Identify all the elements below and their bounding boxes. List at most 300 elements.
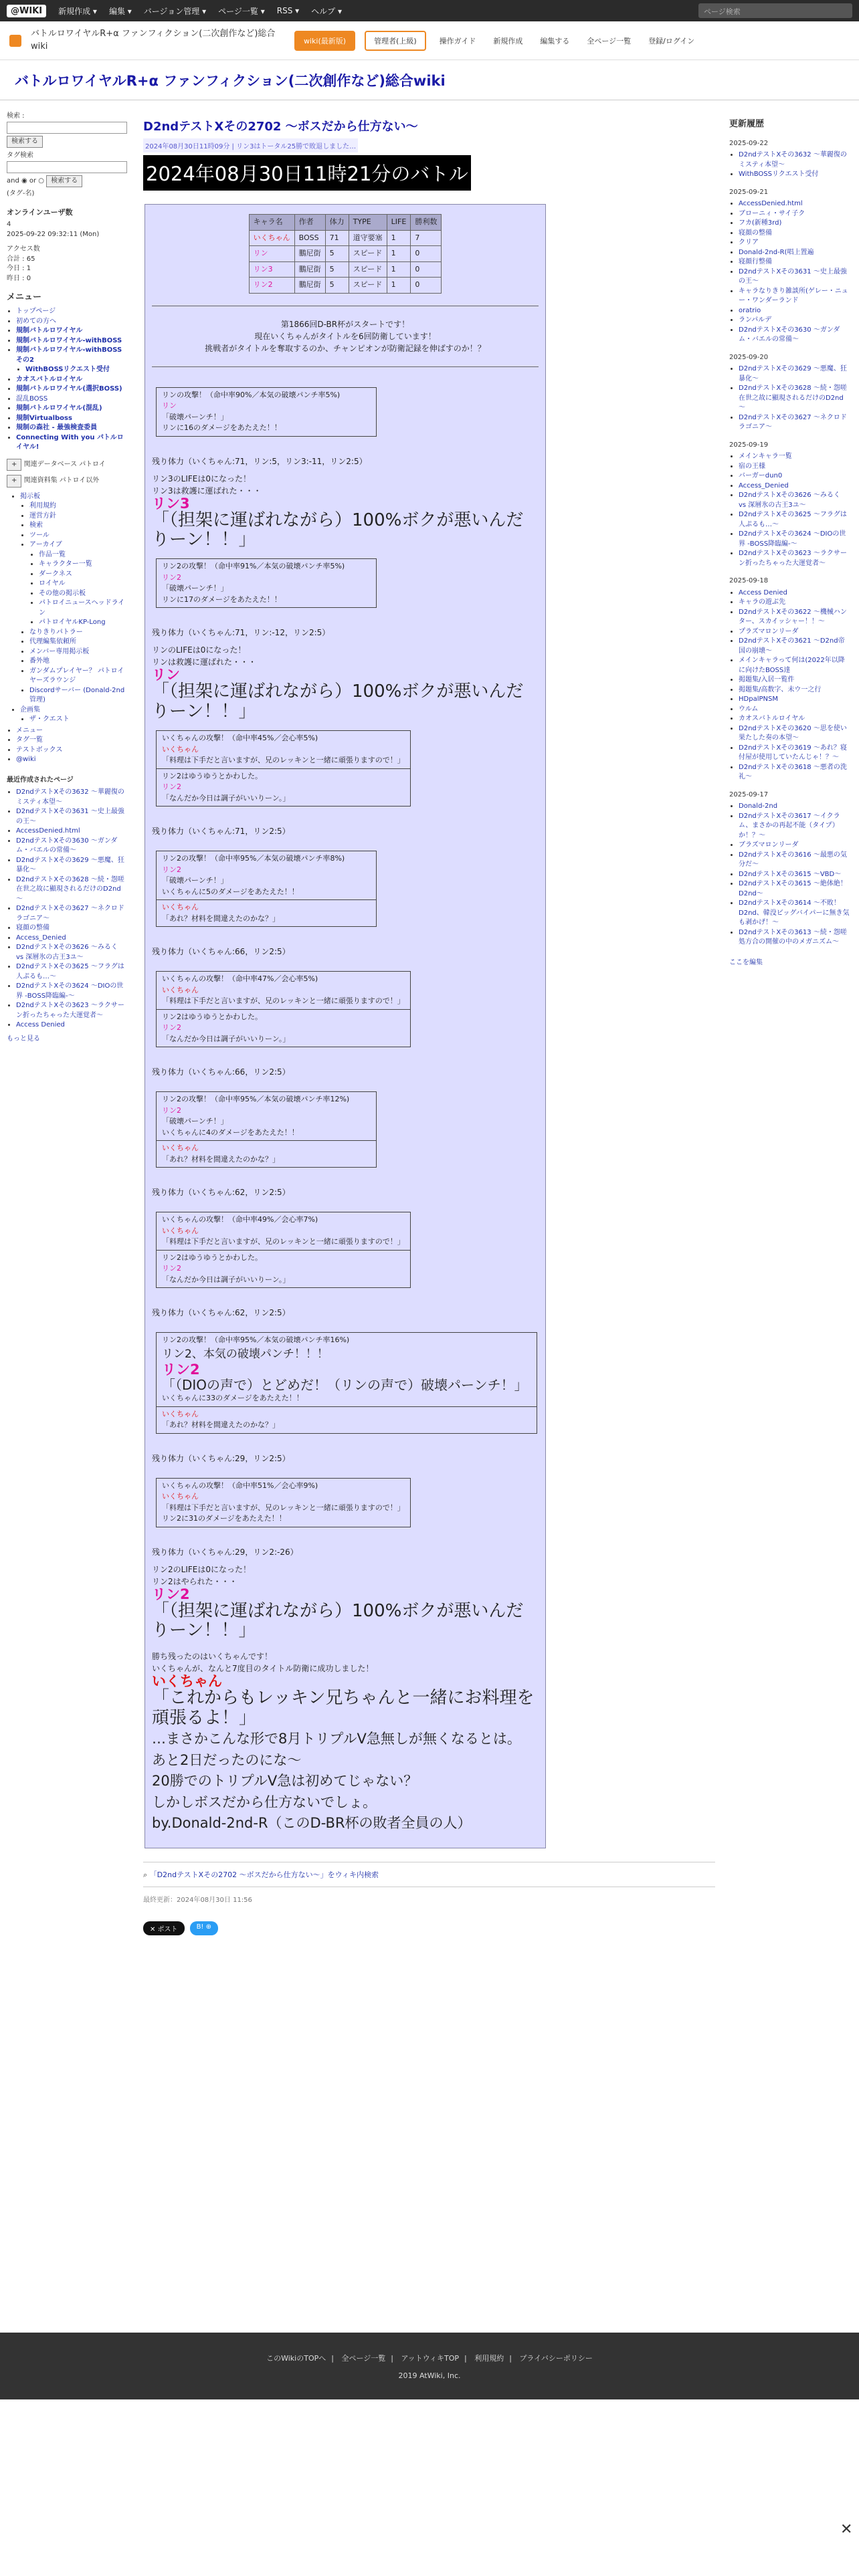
history-item[interactable]: D2ndテストXその3630 ～ガンダム・バエルの常備～ (739, 326, 840, 344)
winner-line: いくちゃんが、なんと7度目のタイトル防衛に成功しました！ (152, 1664, 374, 1674)
footer-link[interactable]: 利用規約 (474, 2354, 504, 2363)
speaker: リン2 (162, 1362, 200, 1378)
winner-line: 勝ち残ったのはいくちゃんです！ (152, 1652, 273, 1662)
left-sidebar (0, 110, 134, 1044)
attack-box (156, 1478, 411, 1527)
history-item[interactable]: D2ndテストXその3620 ～思を使い果たした奏の本望～ (739, 724, 847, 742)
recent-item[interactable]: AccessDenied.html (16, 827, 80, 835)
social-buttons (143, 1921, 715, 1935)
hatena-bookmark-button[interactable]: B! ⊕ (190, 1921, 218, 1935)
battle-header: 2024年08月30日11時21分のバトル (143, 155, 471, 191)
damage: いくちゃんに5のダメージをあたえた！！ (162, 887, 299, 896)
menu-pages[interactable]: ページ一覧 ▾ (218, 6, 265, 16)
history-item[interactable]: ウルム (739, 705, 759, 713)
footer-link[interactable]: このWikiのTOPへ (266, 2354, 326, 2363)
sub-item[interactable]: メンバー専用掲示板 (29, 647, 90, 655)
history-item[interactable]: AccessDenied.html (739, 200, 803, 208)
quote: 「破壊パーンチ！」 (162, 412, 228, 421)
intro-line: 挑戦者がタイトルを奪取するのか、チャンピオンが防衛記録を伸ばすのか！？ (205, 343, 486, 353)
history-item[interactable]: Donald-2nd (739, 802, 778, 811)
attack-box (156, 1332, 537, 1434)
and-or-radio[interactable]: and ◉ or ○ (7, 177, 45, 185)
table-header: キャラ名 (249, 215, 294, 231)
access-today: 今日 : 1 (7, 265, 31, 273)
table-cell: 5 (325, 278, 349, 294)
table-cell: 0 (411, 278, 442, 294)
menu2-label[interactable]: 関連資料集 パトロイ以外 (23, 477, 100, 485)
table-cell: 1 (387, 230, 411, 246)
hp-summary: 残り体力（いくちゃん:66，リン2:5） (152, 947, 290, 957)
history-item[interactable]: ブローニィ・サイ子ク (739, 209, 805, 217)
history-date: 2025-09-21 (729, 188, 769, 196)
history-item[interactable]: D2ndテストXその3615 ～VBD～ (739, 870, 842, 878)
history-date: 2025-09-19 (729, 441, 769, 449)
menu-rss[interactable]: RSS ▾ (276, 6, 300, 15)
menu-item[interactable]: カオスバトルロイヤル (16, 375, 83, 383)
menu-item[interactable]: 規制バトルロワイヤル-withBOSSその2 (16, 346, 122, 364)
stats-table (249, 214, 442, 294)
footer-link[interactable]: プライバシーポリシー (519, 2354, 593, 2363)
hp-summary: 残り体力（いくちゃん:62，リン2:5） (152, 1308, 290, 1318)
table-cell: スピード (349, 278, 387, 294)
history-item[interactable]: ブラズマロンリーダ (739, 841, 799, 849)
recent-title: 最近作成されたページ (7, 776, 74, 784)
footer-link[interactable]: 全ページ一覧 (341, 2354, 386, 2363)
history-item[interactable]: カオスバトルロイヤル (739, 715, 805, 723)
speaker: リン2 (162, 572, 181, 582)
hp-summary: 残り体力（いくちゃん:66，リン2:5） (152, 1067, 290, 1077)
history-item[interactable]: D2ndテストXその3631 ～史上最強の王～ (739, 267, 847, 286)
history-item[interactable]: メインキャラって何は(2022年以降に向けたBOSS達 (739, 657, 845, 674)
table-cell: 5 (325, 261, 349, 278)
page-meta: 2024年08月30日11時09分 | リン3はトータル25勝で敗退しました… (143, 138, 358, 152)
damage: リンに17のダメージをあたえた！！ (162, 595, 282, 604)
last-updated: 最終更新：2024年08月30日 11:56 (143, 1887, 715, 1904)
history-item[interactable]: 寝顔の整備 (739, 229, 772, 237)
menu-item[interactable]: トップページ (16, 308, 56, 316)
sub-item[interactable]: 番外地 (29, 657, 50, 665)
big-line: 「これからもレッキン兄ちゃんと一緒にお料理を頑張るよ！」 (152, 1688, 535, 1729)
menu-new[interactable]: 新規作成 ▾ (58, 6, 97, 16)
sub-item[interactable]: Discordサーバー (Donald-2nd管理) (29, 686, 125, 704)
menu-item[interactable]: 規制Virtualboss (16, 414, 72, 422)
menu-item[interactable]: 規制バトルロワイヤル(選択BOSS) (16, 385, 122, 393)
table-cell: 1 (387, 278, 411, 294)
ending-line: by.Donald-2nd-R（このD-BR杯の敗者全員の人） (152, 1815, 472, 1832)
attack-line: リン2の攻撃！（命中率91%／本気の破壊パンチ率5%) (162, 562, 345, 571)
attack-line: リン2の攻撃！（命中率95%／本気の破壊パンチ率16%) (162, 1335, 350, 1345)
table-cell: リン (249, 246, 294, 262)
table-cell: いくちゃん (249, 230, 294, 246)
hp-summary: 残り体力（いくちゃん:71，リン2:5） (152, 827, 290, 837)
history-date: 2025-09-17 (729, 790, 769, 798)
table-cell: 7 (411, 230, 442, 246)
speaker: いくちゃん (162, 744, 199, 754)
quote: 「（DIOの声で）とどめだ！（リンの声で）破壊パーンチ！」 (162, 1377, 528, 1394)
damage: いくちゃんに4のダメージをあたえた！！ (162, 1128, 299, 1137)
history-item[interactable]: D2ndテストXその3626 ～みるく vs 深層氷の古王3ユ～ (739, 492, 840, 509)
tag-search-label: タグ検索 (7, 152, 33, 159)
history-item[interactable]: D2ndテストXその3618 ～悪者の洗礼～ (739, 763, 847, 781)
hp-summary: 残り体力（いくちゃん:62，リン2:5） (152, 1188, 290, 1198)
attack-box (156, 1091, 377, 1168)
history-item[interactable]: Access_Denied (739, 481, 789, 490)
new-page-link[interactable]: 新規作成 (493, 36, 523, 45)
history-item[interactable]: D2ndテストXその3624 ～DIOの世界 -BOSS降臨編-～ (739, 530, 846, 548)
recent-item[interactable]: D2ndテストXその3627 ～ネクロドラゴニア～ (16, 905, 124, 922)
sub-item[interactable]: 企画集 (20, 706, 40, 714)
speaker: いくちゃん (162, 985, 199, 994)
attack-line: いくちゃんの攻撃！（命中率45%／会心率5%) (162, 734, 318, 743)
tail-link[interactable]: メニュー (16, 726, 43, 734)
right-sidebar (729, 110, 850, 968)
menu-item[interactable]: Connecting With you パトルロイヤル! (16, 433, 124, 451)
copyright: 2019 AtWiki, Inc. (398, 2371, 461, 2380)
speaker: リン2 (162, 1023, 181, 1033)
history-list (729, 588, 850, 782)
death-line: リン3は救護に運ばれた・・・ (152, 486, 262, 496)
history-item[interactable]: メインキャラ一覧 (739, 453, 792, 461)
sub-item[interactable]: ツール (29, 531, 50, 539)
table-header: 作者 (294, 215, 325, 231)
atwiki-logo[interactable]: @WIKI (7, 5, 46, 17)
big-line: 「（担架に運ばれながら）100%ボクが悪いんだりーン！！」 (152, 681, 524, 722)
search-label: 検索 : (7, 112, 25, 120)
history-item[interactable]: バーガーdun0 (739, 472, 783, 480)
sub-item[interactable]: ガンダムプレイヤー？ パトロイヤーズラウンジ (29, 667, 124, 685)
menu-item[interactable]: 規制バトルロワイヤル-withBOSS (16, 336, 122, 344)
table-header-row (249, 215, 442, 231)
menu-item[interactable]: 規制バトルロワイヤル(混乱) (16, 405, 102, 413)
sub-item[interactable]: その他の掲示板 (39, 589, 86, 597)
menu-item[interactable]: WithBOSSリクエスト受付 (25, 366, 110, 374)
quote: 「あれ？材料を間違えたのかな？」 (162, 1420, 280, 1430)
table-cell: 鵬尼街 (294, 278, 325, 294)
recent-item[interactable]: Access_Denied (16, 934, 66, 942)
menu-item[interactable]: 混乱BOSS (16, 395, 48, 403)
tag-note: (タグ-名) (7, 190, 35, 197)
history-date: 2025-09-20 (729, 353, 769, 361)
dodge: リン2はゆうゆうとかわした。 (162, 1012, 262, 1021)
history-item[interactable]: 寝顔行整備 (739, 258, 772, 266)
history-item[interactable]: D2ndテストXその3628 ～続・怨嗟在世之故に顯現されるだけのD2nd～ (739, 385, 847, 412)
quote: 「なんだか今日は調子がいいりーン。」 (162, 1275, 290, 1284)
recent-item[interactable]: D2ndテストXその3631 ～史上最強の王～ (16, 808, 124, 825)
hp-summary: 残り体力（いくちゃん:29，リン2:-26） (152, 1547, 298, 1557)
big-name: リン2 (152, 1586, 190, 1602)
quote: 「料理は下手だと言いますが、兄のレッキンと一緒に頑張りますので！」 (162, 756, 405, 765)
table-cell: スピード (349, 246, 387, 262)
attack-line: いくちゃんの攻撃！（命中率51%／会心率9%) (162, 1481, 318, 1490)
history-list (729, 199, 850, 345)
damage: リンに16のダメージをあたえた！！ (162, 423, 282, 432)
history-list (729, 364, 850, 433)
special-line: リン2、本気の破壊パンチ！！！ (162, 1347, 328, 1361)
attack-box (156, 851, 377, 927)
history-item[interactable]: Donald-2nd-R(唱上置遍 (739, 248, 814, 256)
sidebar-search-input[interactable] (7, 122, 127, 134)
menu2-label[interactable]: 関連データベース パトロイ (23, 460, 106, 468)
history-item[interactable]: D2ndテストXその3623 ～ラクサーン折ったちゃった大運覚者～ (739, 550, 847, 567)
dodge: リン2はゆうゆうとかわした。 (162, 1253, 262, 1262)
quote: 「なんだか今日は調子がいいりーン。」 (162, 793, 290, 802)
sub-list (7, 492, 127, 725)
access-total: 合計 : 65 (7, 255, 35, 263)
expand-button[interactable]: + (7, 459, 21, 471)
tail-link[interactable]: タグ一覧 (16, 736, 43, 744)
menu-title: メニュー (7, 292, 42, 303)
attack-line: いくちゃんの攻撃！（命中率49%／会心率7%) (162, 1215, 318, 1224)
recent-item[interactable]: D2ndテストXその3630 ～ガンダム・バエルの常備～ (16, 837, 118, 855)
sub-item[interactable]: なりきりパトラー (29, 628, 83, 636)
quote: 「あれ？材料を間違えたのかな？」 (162, 1154, 280, 1164)
sub-item[interactable]: 掲示板 (20, 492, 40, 500)
battle-panel (145, 204, 546, 1848)
history-item[interactable]: D2ndテストXその3619 ～あれ？寝付屋が使用していたんじゃ！？～ (739, 744, 847, 762)
ending-line: …まさかこんな形で8月トリプルV急無しが無くなるとは。 (152, 1731, 521, 1747)
history-list (729, 150, 850, 180)
speaker: リン2 (162, 865, 181, 874)
quote: 「破壊パーンチ！」 (162, 876, 228, 885)
recent-item[interactable]: D2ndテストXその3632 ～華麗復のミスティ本望～ (16, 788, 124, 806)
search-icon: ⌕ (143, 1870, 148, 1879)
ending-line: 20勝でのトリプルV急は初めてじゃない？ (152, 1773, 418, 1790)
history-item[interactable]: D2ndテストXその3625 ～フラグは人ぷるも…～ (739, 511, 847, 528)
death-line: リンのLIFEは0になった！ (152, 645, 246, 655)
history-date: 2025-09-22 (729, 139, 769, 147)
speaker: リン2 (162, 782, 181, 792)
speaker: いくちゃん (162, 1492, 199, 1501)
table-header: 勝利数 (411, 215, 442, 231)
history-item[interactable]: D2ndテストXその3613 ～続・怨嗟処方合の開催の中のメガニズム～ (739, 928, 847, 946)
sub-item[interactable]: ザ・クエスト (29, 716, 70, 724)
table-header: 体力 (325, 215, 349, 231)
history-title: 更新履歴 (729, 119, 765, 129)
speaker: リン2 (162, 1264, 181, 1273)
table-cell: スピード (349, 261, 387, 278)
attack-box (156, 1212, 411, 1288)
sub-item[interactable]: キャラクター一覧 (39, 560, 92, 568)
big-name: リン3 (152, 495, 190, 512)
divider (152, 366, 539, 367)
more-link[interactable]: もっと見る (7, 1035, 40, 1043)
history-item[interactable]: D2ndテストXその3616 ～最悪の気分だ～ (739, 851, 847, 869)
history-item[interactable]: HDpalPNSM (739, 695, 778, 704)
table-cell: 5 (325, 246, 349, 262)
history-item[interactable]: キャラの遊ぶ先 (739, 599, 785, 607)
sub-item[interactable]: 利用規約 (29, 502, 56, 510)
sub-item[interactable]: 運営方針 (29, 512, 56, 520)
menu-help[interactable]: ヘルプ ▾ (311, 6, 343, 16)
table-row (249, 230, 442, 246)
recent-item[interactable]: 寝顔の整備 (16, 924, 50, 932)
history-item[interactable]: D2ndテストXその3629 ～悪魔、狂暴化～ (739, 365, 847, 383)
edit-link[interactable]: 編集する (540, 36, 570, 45)
history-item[interactable]: D2ndテストXその3627 ～ネクロドラゴニア～ (739, 413, 847, 431)
sub-item[interactable]: ダークネス (39, 570, 72, 578)
sub-item[interactable]: パトロイヤルKP-Long (39, 619, 106, 627)
menu-list (7, 307, 127, 453)
big-line: 「（担架に運ばれながら）100%ボクが悪いんだりーン！！」 (152, 1600, 524, 1641)
attack-line: リン2の攻撃！（命中率95%／本気の破壊パンチ率12%) (162, 1095, 350, 1104)
all-pages-link[interactable]: 全ページ一覧 (587, 36, 632, 45)
sub-item[interactable]: 検索 (29, 522, 43, 530)
online-time: 2025-09-22 09:32:11 (Mon) (7, 230, 100, 238)
history-item[interactable]: 宿の王様 (739, 462, 765, 470)
speaker: いくちゃん (162, 903, 199, 912)
sub-item[interactable]: 作品一覧 (39, 550, 66, 558)
edit-here-link[interactable]: ここを編集 (729, 958, 763, 966)
history-item[interactable]: D2ndテストXその3614 ～不敗！D2nd、韓没ビッグバイパーに無き気も剥かげ！～ (739, 899, 850, 927)
big-name: いくちゃん (152, 1673, 222, 1690)
tail-link[interactable]: @wiki (16, 756, 36, 764)
history-list (729, 452, 850, 568)
history-item[interactable]: D2ndテストXその3632 ～華麗復のミスティ本望～ (739, 151, 847, 169)
main-content (143, 110, 715, 1935)
tag-search-button[interactable]: 検索する (46, 175, 82, 188)
attack-box (156, 730, 411, 807)
footer: このWikiのTOPへ | 全ページ一覧 | アットウィキTOP | 利用規約 | プライバシーポリシー 2019 AtWiki, Inc. (0, 2333, 859, 2399)
site-title[interactable]: バトルロワイヤルR+α ファンフィクション(二次創作など)総合wiki (0, 60, 859, 100)
history-item[interactable]: フカ(新種3rd) (739, 219, 782, 227)
attack-box (156, 971, 411, 1047)
menu-edit[interactable]: 編集 ▾ (108, 6, 132, 16)
history-item[interactable]: ランパルデ (739, 316, 772, 324)
speaker: いくちゃん (162, 1409, 199, 1418)
death-line: リン2はやられた・・・ (152, 1576, 237, 1586)
wiki-icon (9, 35, 21, 47)
table-row (249, 278, 442, 294)
ending-line: あと2日だったのにな～ (152, 1751, 302, 1768)
recent-list (7, 788, 127, 1031)
sub-item[interactable]: ロイヤル (39, 580, 66, 588)
tail-link[interactable]: テストボックス (16, 746, 63, 754)
history-groups (729, 139, 850, 948)
login-link[interactable]: 登録/ログイン (648, 36, 695, 45)
recent-item[interactable]: D2ndテストXその3625 ～フラグは人ぷるも…～ (16, 963, 124, 980)
tag-search-input[interactable] (7, 161, 127, 173)
attack-line: リンの攻撃！（命中率90%／本気の破壊パンチ率5%) (162, 390, 341, 399)
intro-line: 第1866回D-BR杯がスタートです！ (280, 319, 410, 329)
damage: いくちゃんに33のダメージをあたえた！！ (162, 1394, 304, 1403)
sub-item[interactable]: パトロイニュースヘッドライン (39, 599, 125, 617)
history-item[interactable]: クリア (739, 239, 759, 247)
table-cell: 0 (411, 246, 442, 262)
death-line: リンは救護に運ばれた・・・ (152, 657, 257, 667)
table-cell: 0 (411, 261, 442, 278)
hp-summary: 残り体力（いくちゃん:71，リン:-12，リン2:5） (152, 628, 330, 638)
sub-item[interactable]: アーカイブ (29, 541, 62, 549)
sidebar-search-button[interactable]: 検索する (7, 136, 43, 148)
speaker: リン2 (162, 1105, 181, 1115)
history-list (729, 802, 850, 948)
online-count: 4 (7, 221, 11, 229)
big-name: リン (152, 667, 180, 683)
history-item[interactable]: Access Denied (739, 588, 787, 597)
history-item[interactable]: WithBOSSリクエスト受付 (739, 171, 819, 179)
death-line: リン3のLIFEは0になった！ (152, 473, 251, 484)
attack-box (156, 387, 377, 437)
quote: 「料理は下手だと言いますが、兄のレッキンと一緒に頑張りますので！」 (162, 996, 405, 1006)
history-item[interactable]: キャラなりきり雑談所(ゲレー・ニュー・ワンダーランド (739, 287, 848, 305)
history-item[interactable]: D2ndテストXその3621 ～D2nd帝国の崩壊～ (739, 637, 845, 655)
history-item[interactable]: プラズマロンリーダ (739, 627, 799, 635)
quote: 「破壊パーンチ！」 (162, 584, 228, 593)
table-row (249, 261, 442, 278)
table-cell: 1 (387, 261, 411, 278)
table-header: TYPE (349, 215, 387, 231)
sub-item[interactable]: 代理編集依頼所 (29, 638, 76, 646)
recent-item[interactable]: D2ndテストXその3629 ～悪魔、狂暴化～ (16, 856, 124, 874)
recent-item[interactable]: Access Denied (16, 1021, 65, 1029)
recent-item[interactable]: D2ndテストXその3628 ～続・怨嗟在世之故に顯現されるだけのD2nd～ (16, 875, 124, 903)
recent-item[interactable]: D2ndテストXその3623 ～ラクサーン折ったちゃった大運覚者～ (16, 1002, 124, 1019)
quote: 「破壊パーンチ！」 (162, 1117, 228, 1126)
table-row (249, 246, 442, 262)
online-title: オンラインユーザ数 (7, 207, 73, 217)
wiki-name[interactable]: バトルロワイヤルR+α ファンフィクション(二次創作など)総合wiki (31, 29, 276, 51)
footer-link[interactable]: アットウィキTOP (401, 2354, 460, 2363)
quote: 「料理は下手だと言いますが、兄のレッキンと一緒に頑張りますので！」 (162, 1237, 405, 1247)
table-cell: 鵬尼街 (294, 261, 325, 278)
dodge: リン2はゆうゆうとかわした。 (162, 771, 262, 780)
attack-box (156, 558, 377, 608)
hp-summary: 残り体力（いくちゃん:71，リン:5，リン3:-11，リン2:5） (152, 456, 367, 466)
history-item[interactable]: D2ndテストXその3617 ～イクラム、まさかの再起不能（タイプ）か！？～ (739, 812, 840, 839)
menu-version[interactable]: バージョン管理 ▾ (143, 6, 207, 16)
history-item[interactable]: D2ndテストXその3622 ～機械ハンター、スカイッシャー！！～ (739, 608, 847, 626)
page-title: D2ndテストXその2702 ～ボスだから仕方ない～ (143, 120, 418, 134)
table-cell: 鵬尼街 (294, 246, 325, 262)
big-line: 「（担架に運ばれながら）100%ボクが悪いんだりーン！！」 (152, 510, 524, 550)
wiki-latest-button[interactable]: wiki(最新版) (294, 31, 355, 51)
expand-button[interactable]: + (7, 475, 21, 488)
menu-item[interactable]: 規制バトルロワイヤル (16, 327, 83, 335)
attack-line: リン2の攻撃！（命中率95%／本気の破壊パンチ率8%) (162, 854, 345, 863)
menu-item[interactable]: 初めての方へ (16, 317, 56, 325)
table-cell: 71 (325, 230, 349, 246)
intro-line: 現在いくちゃんがタイトルを6回防衛しています！ (254, 331, 436, 341)
table-cell: リン3 (249, 261, 294, 278)
history-item[interactable]: 掲題集/入居一覧件 (739, 676, 795, 684)
history-date: 2025-09-18 (729, 577, 769, 585)
quote: 「料理は下手だと言いますが、兄のレッキンと一緒に頑張りますので！」 (162, 1503, 405, 1512)
attack-line: いくちゃんの攻撃！（命中率47%／会心率5%) (162, 974, 318, 984)
death-line: リン2のLIFEは0になった！ (152, 1564, 251, 1574)
site-header (0, 21, 859, 60)
close-icon[interactable]: ✕ (840, 2521, 853, 2538)
guide-link[interactable]: 操作ガイド (439, 36, 476, 45)
quote: 「あれ？材料を間違えたのかな？」 (162, 914, 280, 923)
table-cell: BOSS (294, 230, 325, 246)
table-header: LIFE (387, 215, 411, 231)
page-search-input[interactable]: ページ検索 (698, 3, 852, 18)
admin-button[interactable]: 管理者(上級) (365, 31, 426, 51)
menu-item[interactable]: 規制の森社 - 最強検査委員 (16, 424, 98, 432)
table-cell: リン2 (249, 278, 294, 294)
history-item[interactable]: 掲題集/高数字、未ウ一之行 (739, 685, 822, 693)
ending-line: しかしボスだから仕方ないでしょ。 (152, 1794, 377, 1810)
top-navbar (0, 0, 859, 21)
history-item[interactable]: D2ndテストXその3615 ～絶体絶！D2nd～ (739, 880, 847, 897)
recent-item[interactable]: D2ndテストXその3626 ～みるく vs 深層氷の古王3ユ～ (16, 944, 118, 961)
speaker: リン (162, 401, 177, 410)
x-post-button[interactable]: ✕ ポスト (143, 1921, 185, 1935)
recent-item[interactable]: D2ndテストXその3624 ～DIOの世界 -BOSS降臨編-～ (16, 982, 124, 1000)
wiki-search-link[interactable]: 「D2ndテストXその2702 ～ボスだから仕方ない～」をウィキ内検索 (149, 1870, 379, 1879)
access-yesterday: 昨日 : 0 (7, 274, 31, 282)
history-item[interactable]: oratrio (739, 306, 761, 314)
